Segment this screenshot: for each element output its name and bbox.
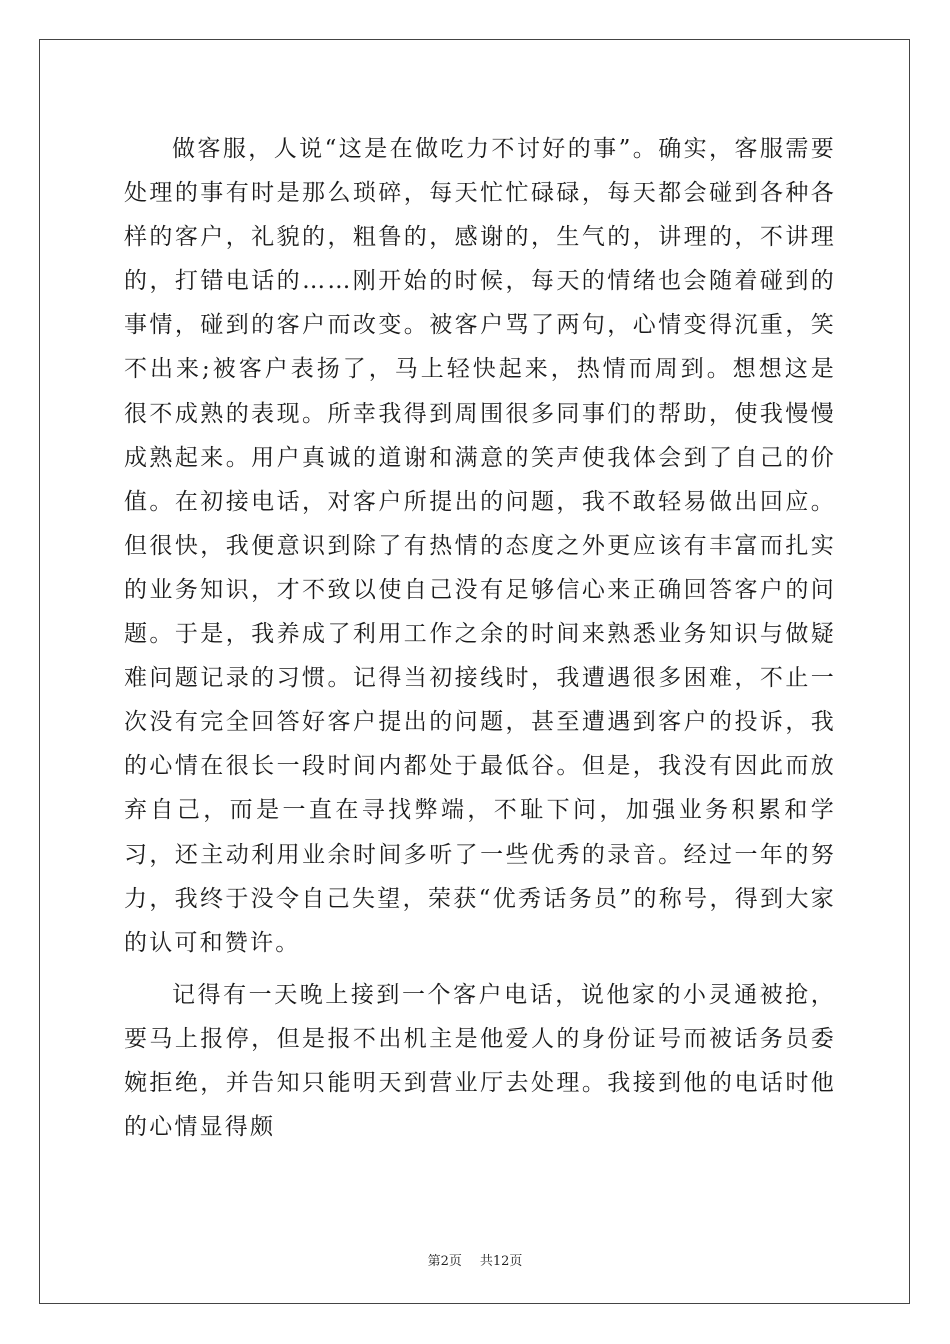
paragraph-1: 做客服，人说“这是在做吃力不讨好的事”。确实，客服需要处理的事有时是那么琐碎，每天忙忙碌碌，每天都会碰到各种各样的客户，礼貌的，粗鲁的，感谢的，生气的，讲理的，不讲理的，打错电话的……刚开始的时候，每天的情绪也会随着碰到的事情，碰到的客户而改变。被客户骂了两句，心情变得沉重，笑不出来;被客户表扬了，马上轻快起来，热情而周到。想想这是很不成熟的表现。所幸我得到周围很多同事们的帮助，使我慢慢成熟起来。用户真诚的道谢和满意的笑声使我体会到了自己的价值。在初接电话，对客户所提出的问题，我不敢轻易做出回应。但很快，我便意识到除了有热情的态度之外更应该有丰富而扎实的业务知识，才不致以使自己没有足够信心来正确回答客户的问题。于是，我养成了利用工作之余的时间来熟悉业务知识与做疑难问题记录的习惯。记得当初接线时，我遭遇很多困难，不止一次没有完全回答好客户提出的问题，甚至遭遇到客户的投诉，我的心情在很长一段时间内都处于最低谷。但是，我没有因此而放弃自己，而是一直在寻找弊端，不耻下问，加强业务积累和学习，还主动利用业余时间多听了一些优秀的录音。经过一年的努力，我终于没令自己失望，荣获“优秀话务员”的称号，得到大家的认可和赞许。 (124, 136, 836, 956)
paragraph-2: 记得有一天晚上接到一个客户电话，说他家的小灵通被抢，要马上报停，但是报不出机主是他爱人的身份证号而被话务员委婉拒绝，并告知只能明天到营业厅去处理。我接到他的电话时他的心情显得颇 (124, 981, 836, 1141)
page-total: 共12页 (479, 1254, 523, 1269)
page-number: 第2页 (427, 1254, 462, 1269)
document-body (124, 127, 836, 1149)
page-footer (0, 1250, 950, 1269)
